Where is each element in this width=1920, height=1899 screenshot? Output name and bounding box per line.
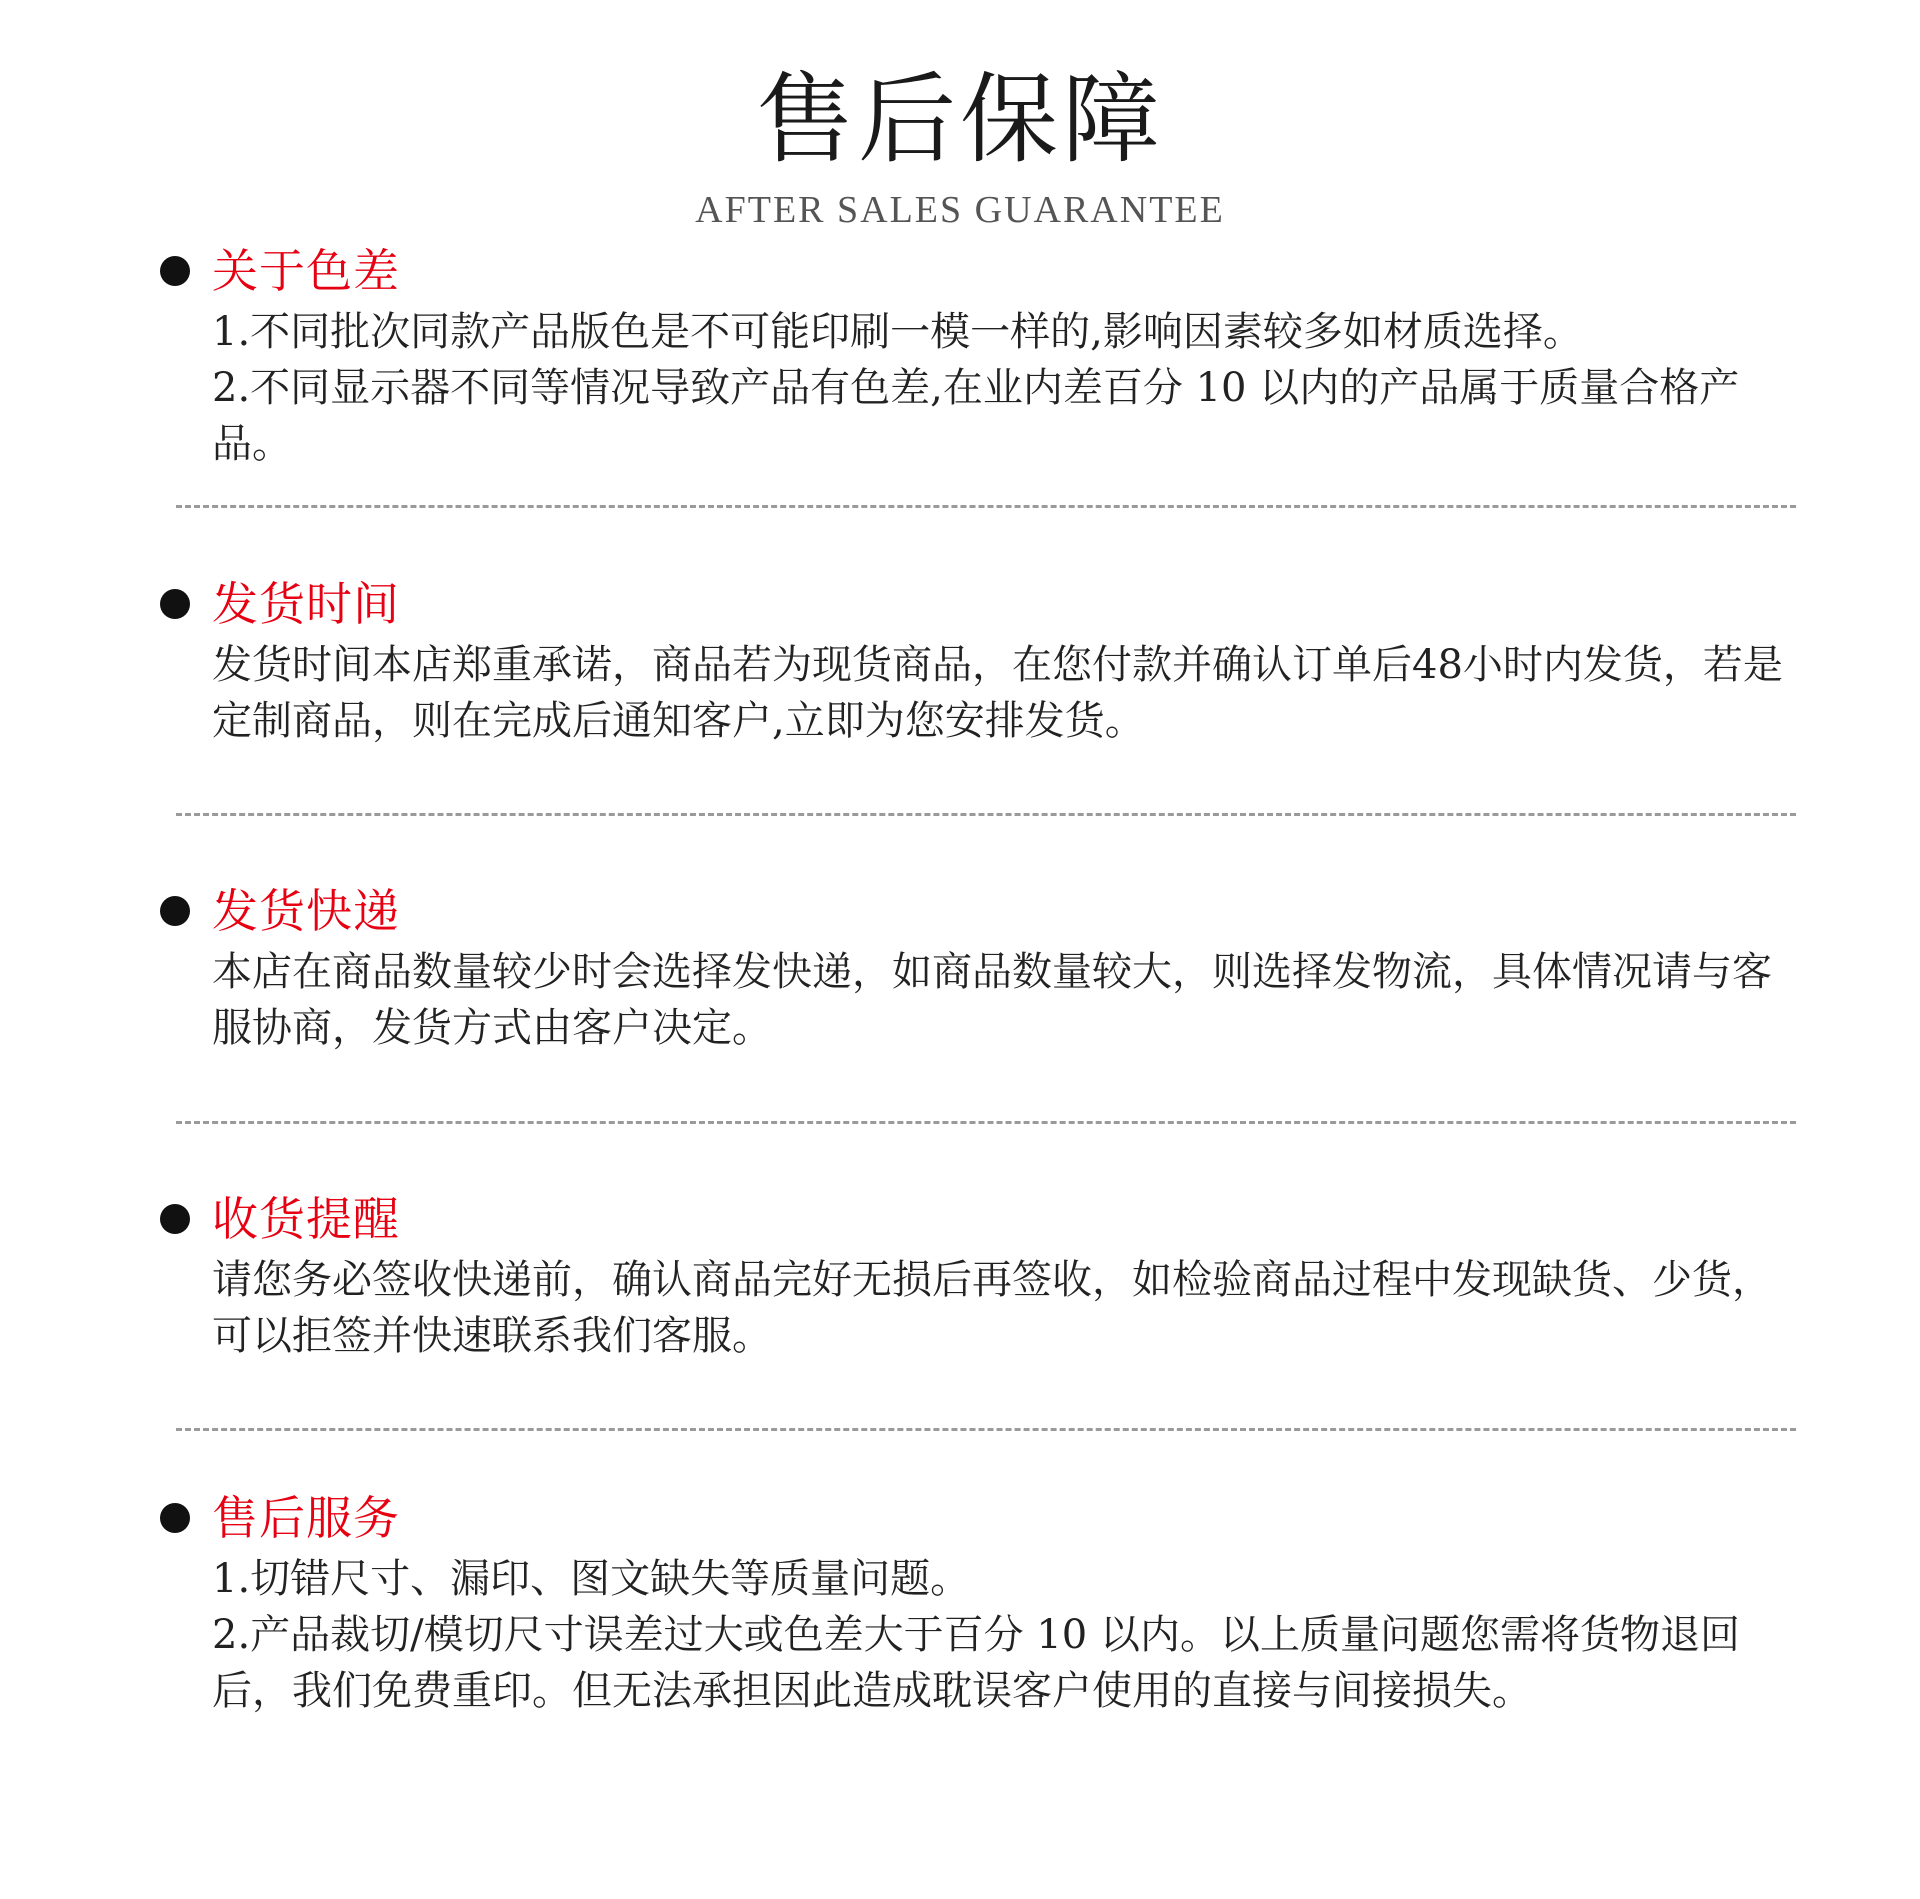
section-body xyxy=(212,304,1802,472)
section-title: 收货提醒 xyxy=(212,1192,400,1246)
dashed-divider xyxy=(176,1121,1796,1124)
bullet-dot-icon xyxy=(160,256,190,286)
section-line: 发货时间本店郑重承诺，商品若为现货商品，在您付款并确认订单后48小时内发货，若是定制商品，则在完成后通知客户,立即为您安排发货。 xyxy=(212,642,1783,744)
page-header xyxy=(0,62,1920,232)
bullet-dot-icon xyxy=(160,589,190,619)
dashed-divider xyxy=(176,813,1796,816)
section-heading xyxy=(160,240,1800,302)
section-heading xyxy=(160,880,1800,942)
section-body xyxy=(212,1252,1802,1364)
section-line: 1.切错尺寸、漏印、图文缺失等质量问题。 xyxy=(212,1556,971,1602)
section-line: 请您务必签收快递前，确认商品完好无损后再签收，如检验商品过程中发现缺货、少货，可以拒签并快速联系我们客服。 xyxy=(212,1257,1772,1359)
dashed-divider xyxy=(176,505,1796,508)
section-title: 关于色差 xyxy=(212,244,400,298)
section-heading xyxy=(160,1188,1800,1250)
section-line: 1.不同批次同款产品版色是不可能印刷一模一样的,影响因素较多如材质选择。 xyxy=(212,309,1583,355)
section-color-difference xyxy=(160,240,1800,472)
section-body xyxy=(212,637,1802,749)
section-line: 本店在商品数量较少时会选择发快递，如商品数量较大，则选择发物流，具体情况请与客服协商，发货方式由客户决定。 xyxy=(212,949,1772,1051)
section-after-sales-service xyxy=(160,1487,1800,1719)
section-heading xyxy=(160,573,1800,635)
section-line: 2.产品裁切/模切尺寸误差过大或色差大于百分 10 以内。以上质量问题您需将货物退回后，我们免费重印。但无法承担因此造成耽误客户使用的直接与间接损失。 xyxy=(212,1612,1740,1714)
dashed-divider xyxy=(176,1428,1796,1431)
bullet-dot-icon xyxy=(160,1204,190,1234)
bullet-dot-icon xyxy=(160,1503,190,1533)
section-shipping-time xyxy=(160,573,1800,749)
section-heading xyxy=(160,1487,1800,1549)
section-body xyxy=(212,1551,1802,1719)
section-title: 发货快递 xyxy=(212,884,400,938)
page-title: 售后保障 xyxy=(755,63,1164,177)
section-title: 售后服务 xyxy=(212,1491,400,1545)
section-title: 发货时间 xyxy=(212,577,400,631)
page-subtitle: AFTER SALES GUARANTEE xyxy=(695,189,1225,231)
section-shipping-courier xyxy=(160,880,1800,1056)
section-receipt-reminder xyxy=(160,1188,1800,1364)
bullet-dot-icon xyxy=(160,896,190,926)
section-body xyxy=(212,944,1802,1056)
section-line: 2.不同显示器不同等情况导致产品有色差,在业内差百分 10 以内的产品属于质量合格产品。 xyxy=(212,365,1740,467)
